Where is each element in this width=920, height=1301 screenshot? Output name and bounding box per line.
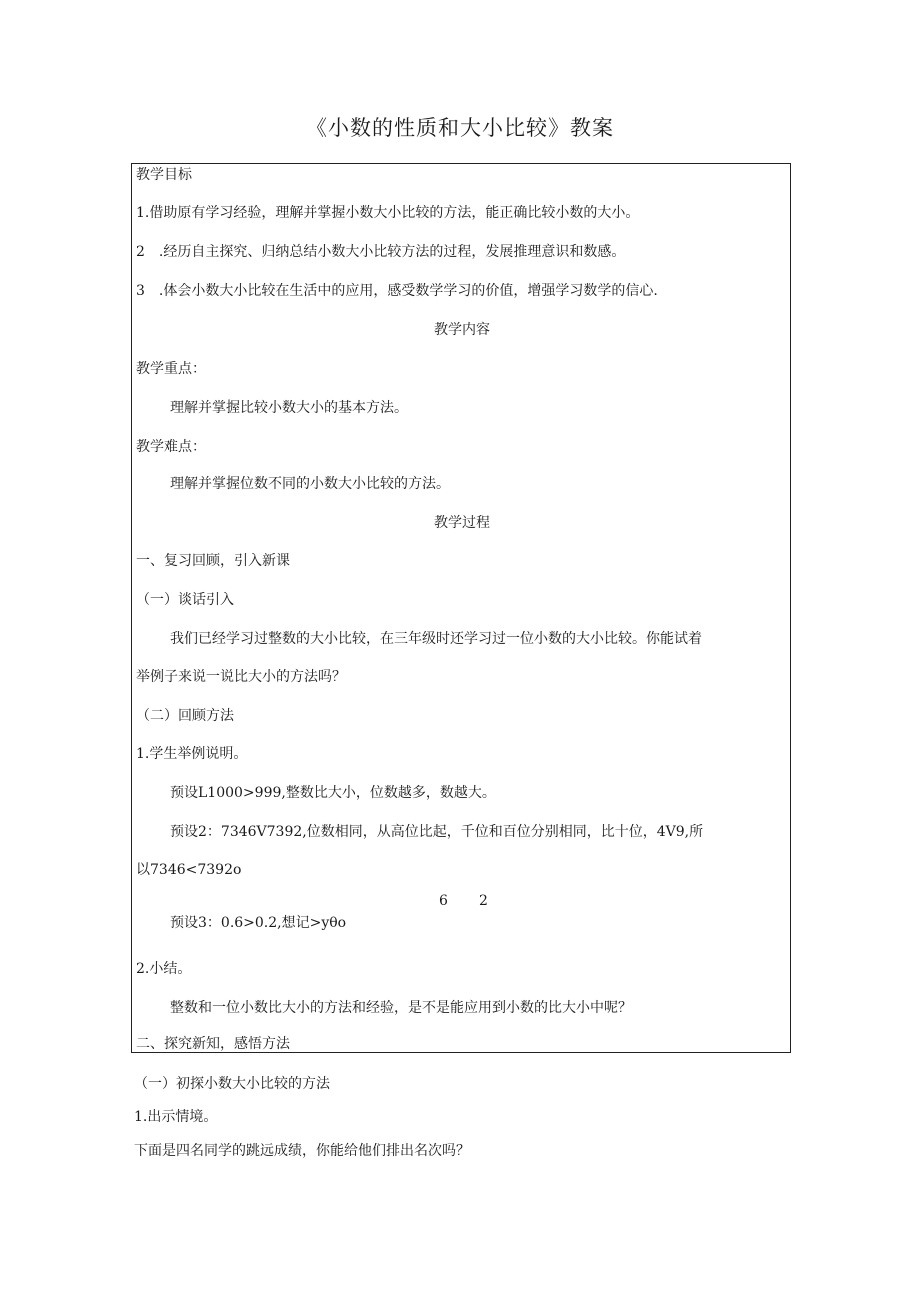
- key-point-text: 理解并掌握比较小数大小的基本方法。: [170, 400, 408, 416]
- after-box-question: 下面是四名同学的跳远成绩，你能给他们排出名次吗？: [134, 1143, 470, 1159]
- part1-sub1-text-b: 举例子来说一说比大小的方法吗？: [136, 669, 346, 685]
- fraction-numerator-6: 6: [439, 893, 448, 909]
- summary-text: 整数和一位小数比大小的方法和经验，是不是能应用到小数的比大小中呢？: [170, 1000, 632, 1016]
- step2-label: 2.小结。: [136, 961, 192, 977]
- difficulty-label: 教学难点：: [136, 439, 206, 455]
- preset1-text: 预设L1000>999,整数比大小，位数越多，数越大。: [170, 785, 496, 801]
- objective-2: 2 .经历自主探究、归纳总结小数大小比较方法的过程，发展推理意识和数感。: [136, 244, 626, 260]
- part1-sub1-text-a: 我们已经学习过整数的大小比较，在三年级时还学习过一位小数的大小比较。你能试着: [170, 631, 702, 647]
- after-box-step1: 1.出示情境。: [134, 1109, 218, 1125]
- fraction-numerator-2: 2: [479, 893, 488, 909]
- key-point-label: 教学重点：: [136, 361, 206, 377]
- step1-label: 1.学生举例说明。: [136, 746, 248, 762]
- part1-sub1-heading: （一）谈话引入: [136, 592, 234, 608]
- objectives-heading: 教学目标: [136, 167, 192, 183]
- part1-sub2-heading: （二）回顾方法: [136, 708, 234, 724]
- after-box-sub1-heading: （一）初探小数大小比较的方法: [134, 1076, 330, 1092]
- preset2-text-b: 以7346<7392o: [136, 862, 242, 878]
- part2-heading: 二、探究新知，感悟方法: [136, 1036, 290, 1052]
- document-title: 《小数的性质和大小比较》教案: [306, 116, 614, 140]
- preset2-text-a: 预设2：7346V7392,位数相同，从高位比起，千位和百位分别相同，比十位，4V9,所: [170, 824, 704, 840]
- preset3-text: 预设3：0.6>0.2,想记>yθo: [170, 915, 347, 931]
- objective-3: 3 .体会小数大小比较在生活中的应用，感受数学学习的价值，增强学习数学的信心.: [136, 283, 658, 299]
- lesson-plan-table: [131, 163, 791, 1053]
- part1-heading: 一、复习回顾，引入新课: [136, 553, 290, 569]
- process-heading: 教学过程: [434, 515, 490, 531]
- content-heading: 教学内容: [434, 322, 490, 338]
- difficulty-text: 理解并掌握位数不同的小数大小比较的方法。: [170, 476, 450, 492]
- objective-1: 1.借助原有学习经验，理解并掌握小数大小比较的方法，能正确比较小数的大小。: [136, 205, 640, 221]
